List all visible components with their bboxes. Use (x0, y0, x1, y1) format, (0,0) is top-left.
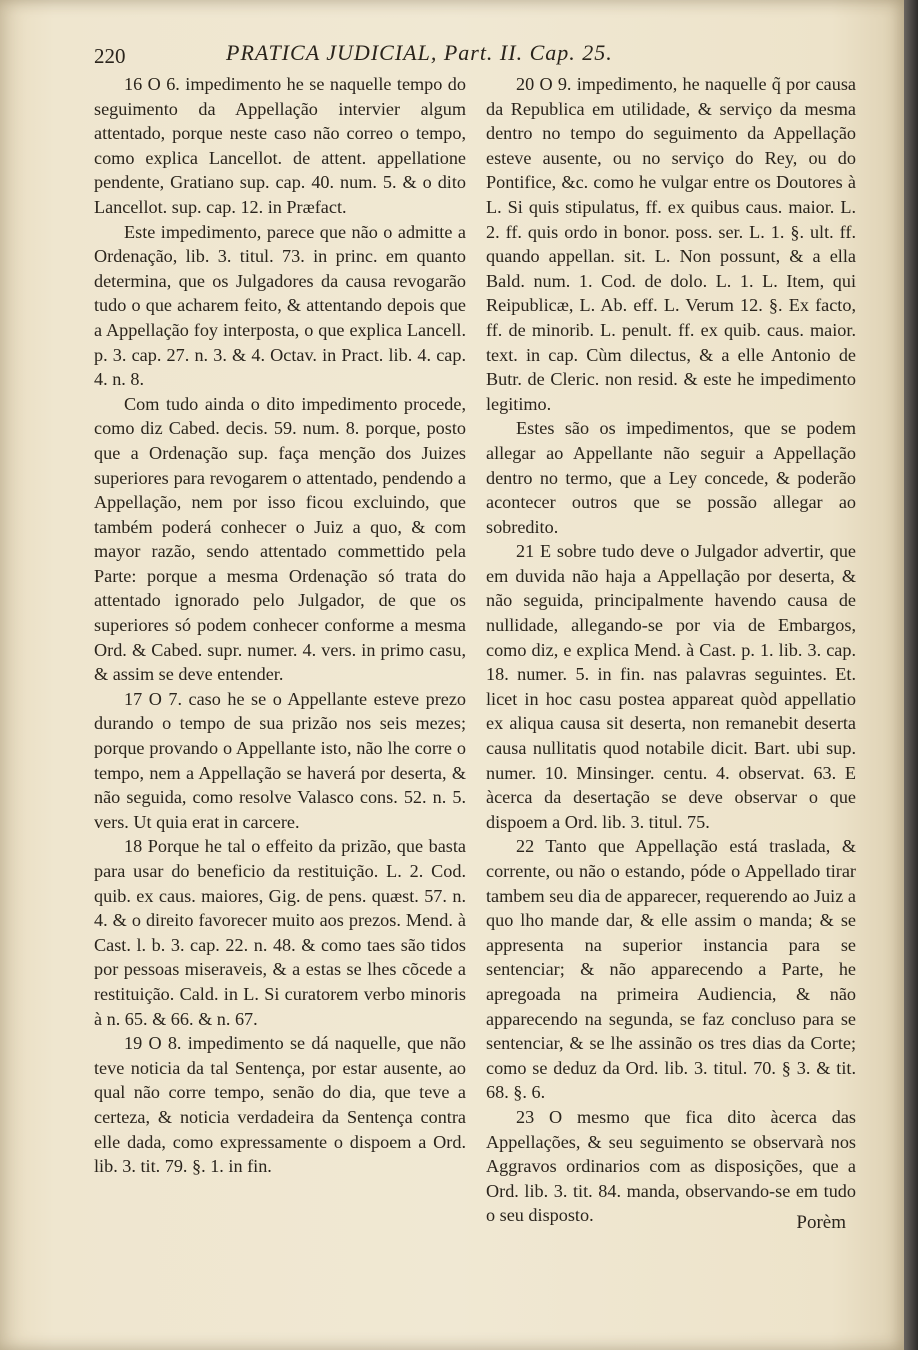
paragraph: Estes são os impedimentos, que se podem allegar ao Appellante não seguir a Appellação dentro no termo, que a Ley concede, & poderão acontecer outros que se possão allegar ao sobredito. (486, 418, 856, 537)
running-title: PRATICA JUDICIAL, Part. II. Cap. 25. (226, 40, 613, 65)
paragraph: 19 O 8. impedimento se dá naquelle, que não teve noticia da tal Sentença, por estar ausente, ao qual não corre tempo, senão do dia, que teve a certeza, & noticia verdadeira da Sentença contra elle dada, como expressamente o dispoem a Ord. lib. 3. tit. 79. §. 1. in fin. (94, 1033, 466, 1177)
page-number: 220 (94, 44, 126, 68)
catchword: Porèm (796, 1212, 846, 1233)
paragraph: 16 O 6. impedimento he se naquelle tempo do seguimento da Appellação intervier algum attentado, porque neste caso não correo o tempo, como explica Lancellot. de attent. appellatione pendente, Gratiano sup. cap. 40. num. 5. & o dito Lancellot. sup. cap. 12. in Præfact. (94, 74, 466, 217)
paragraph: 22 Tanto que Appellação está traslada, & corrente, ou não o estando, póde o Appellado tirar tambem seu dia de apparecer, requerendo ao Juiz a quo lho mande dar, & elle assim o manda; & se appresenta na superior instancia para se sentenciar; & não apparecendo a Parte, he apregoada na primeira Audiencia, & não apparecendo na segunda, se faz concluso para se sentenciar, & se lhe assinão os tres dias da Corte; como se deduz da Ord. lib. 3. titul. 70. § 3. & tit. 68. §. 6. (486, 836, 856, 1103)
paragraph: 17 O 7. caso he se o Appellante esteve prezo durando o tempo de sua prizão nos seis mezes; porque provando o Appellante isto, não lhe corre o tempo, nem a Appellação se haverá por deserta, & não seguida, como resolve Valasco cons. 52. n. 5. vers. Ut quia erat in carcere. (94, 688, 466, 832)
paragraph: 21 E sobre tudo deve o Julgador advertir, que em duvida não haja a Appellação por deserta, & não seguida, principalmente havendo causa de nullidade, allegando-se por via de Embargos, como diz, e explica Mend. à Cast. p. 1. lib. 3. cap. 18. numer. 5. in fin. nas palavras seguintes. Et. licet in hoc casu postea appareat quòd appellatio ex aliqua causa sit deserta, non remanebit deserta causa nullitatis quod notabile dicit. Bart. ubi sup. numer. 10. Minsinger. centu. 4. observat. 63. E àcerca da desertação se deve observar o que dispoem a Ord. lib. 3. titul. 75. (486, 541, 856, 832)
paragraph: Este impedimento, parece que não o admitte a Ordenação, lib. 3. titul. 73. in princ. em quanto determina, que os Julgadores da causa revogarão tudo o que acharem feito, & attentando depois que a Appellação foy interposta, o que explica Lancell. p. 3. cap. 27. n. 3. & 4. Octav. in Pract. lib. 4. cap. 4. n. 8. (94, 221, 466, 390)
page-header (94, 40, 854, 72)
paragraph: 23 O mesmo que fica dito àcerca das Appellações, & seu seguimento se observarà nos Aggravos ordinarios com as disposições, que a Ord. lib. 3. tit. 84. manda, observando-se em tudo o seu disposto. (486, 1106, 856, 1226)
left-column (94, 72, 466, 1179)
right-column (486, 72, 856, 1228)
page-edge-shadow (904, 0, 918, 1350)
paragraph: Com tudo ainda o dito impedimento procede, como diz Cabed. decis. 59. num. 8. porque, posto que a Ordenação sup. faça menção dos Juizes superiores para revogarem o attentado, pendendo a Appellação, nem por isso ficou excluindo, que também poderá conhecer o Juiz a quo, & com mayor razão, sendo attentado commettido pela Parte: porque a mesma Ordenação só trata do attentado ignorado pelo Julgador, de que os superiores só podem conhecer conforme a mesma Ord. & Cabed. supr. numer. 4. vers. in primo casu, & assim se deve entender. (94, 393, 466, 685)
paragraph: 20 O 9. impedimento, he naquelle q̃ por causa da Republica em utilidade, & serviço da mesma dentro no tempo do seguimento da Appellação esteve ausente, ou no serviço do Rey, ou do Pontifice, &c. como he vulgar entre os Doutores à L. Si quis stipulatus, ff. ex quibus caus. maior. L. 2. ff. quis ordo in bonor. poss. ser. L. 1. §. ult. ff. quando appellan. sit. L. Non possunt, & a ella Bald. num. 1. Cod. de dolo. L. 1. L. Item, qui Reipublicæ, L. Ab. eff. L. Verum 12. §. Ex facto, ff. de minorib. L. penult. ff. ex quib. caus. maior. text. in cap. Cùm dilectus, & a elle Antonio de Butr. de Cleric. non resid. & este he impedimento legitimo. (486, 74, 856, 414)
paragraph: 18 Porque he tal o effeito da prizão, que basta para usar do beneficio da restituição. L. 2. Cod. quib. ex caus. maiores, Gig. de pens. quæst. 57. n. 4. & o direito favorecer muito aos prezos. Mend. à Cast. l. b. 3. cap. 22. n. 48. & como taes são tidos por pessoas miseraveis, & a estas se lhes cõcede a restituição. Cald. in L. Si curatorem verbo minoris à n. 65. & 66. & n. 67. (94, 836, 466, 1029)
